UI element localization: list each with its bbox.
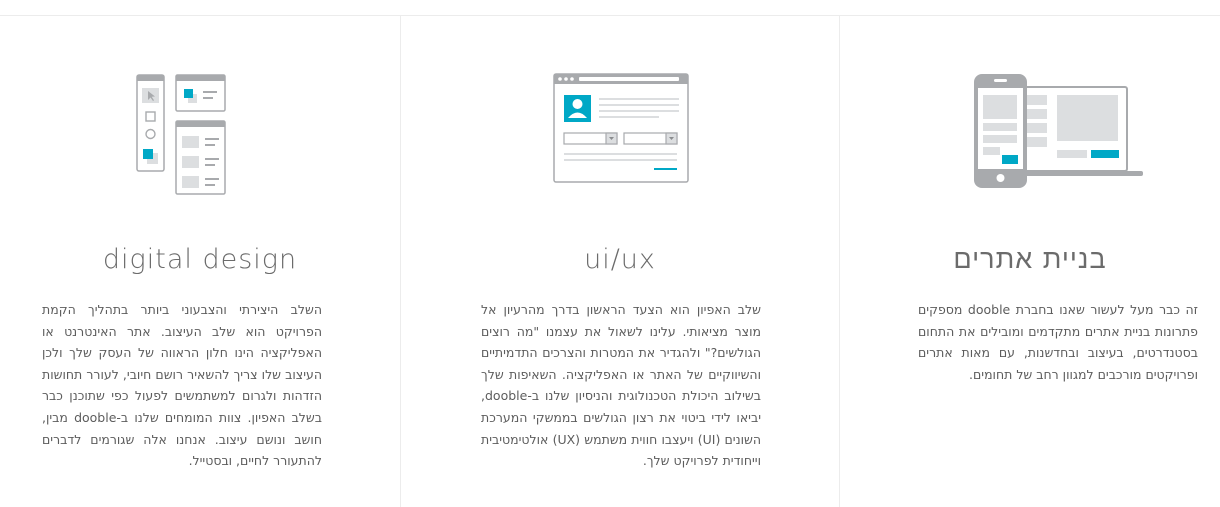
service-column-web-building [839,16,1220,507]
column-title: בניית אתרים [953,244,1107,275]
wireframe-icon [553,73,689,183]
service-column-ui-ux [400,16,839,507]
column-description [481,299,761,472]
column-title: digital design [102,244,298,275]
column-description-text: השלב היצירתי והצבעוני ביותר בתהליך הקמת הפרויקט הוא שלב העיצוב. אתר האינטרנט או האפליקציה הינו חלון הראווה של העסק שלך ולכן העיצוב שלו צריך להשאיר רושם חיובי, לעורר תחושות הזדהות ולגרום למשתמשים לפעול כפי שתוכנן כבר בשלב האפיון. צוות המומחים שלנו ב-dooble מבין, חושב ונושם עיצוב. אנחנו אלה שגורמים לדברים להתעורר לחיים, ובסטייל. [42,302,322,469]
column-description [42,299,322,472]
column-description-text: זה כבר מעל לעשור שאנו בחברת dooble מספקים פתרונות בניית אתרים מתקדמים ומובילים את התחום בסטנדרטים, בעיצוב ובחדשנות, עם מאות אתרים ופרויקטים מורכבים למגוון רחב של תחומים. [918,302,1199,382]
devices-icon [973,73,1145,191]
service-column-digital-design [0,16,400,507]
design-tools-icon [136,74,228,196]
column-title: ui/ux [584,244,656,275]
column-description [918,299,1198,385]
column-description-text: שלב האפיון הוא הצעד הראשון בדרך מהרעיון אל מוצר מציאותי. עלינו לשאול את עצמנו "מה רוצים הגולשים?" ולהגדיר את המטרות והצרכים התדמיתיים והשיווקיים של האתר או האפליקציה. השאיפות שלך בשילוב היכולת הטכנולוגית והניסיון שלנו ב-dooble, יביאו לידי ביטוי את רצון הגולשים בממשקי המערכת השונים (UI) ויעצבו חווית משתמש (UX) אולטימטיבית וייחודית לפרויקט שלך. [481,302,762,469]
